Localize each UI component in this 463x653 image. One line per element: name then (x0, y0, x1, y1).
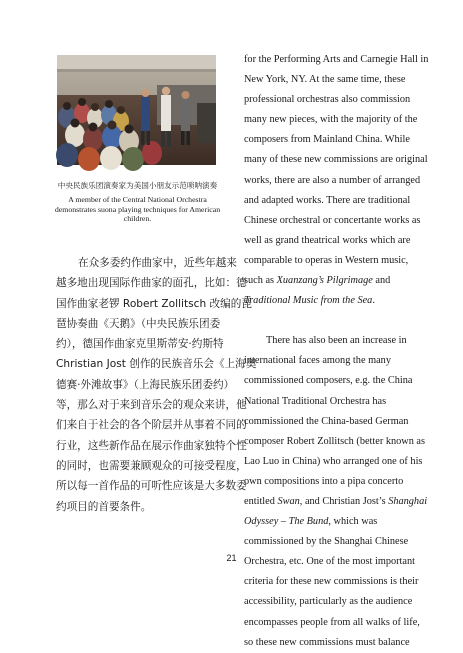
paragraph-line: international faces among the many (244, 355, 391, 367)
paragraph-line: Christian Jost 创作的民族音乐会《上海奥 (56, 358, 257, 371)
text-run: , and Christian Jost’s (299, 495, 389, 507)
text-run: and (372, 275, 391, 287)
text-run: , which was (328, 516, 378, 528)
photo-caption-chinese: 中央民族乐团演奏家为美国小朋友示范唢呐演奏 (57, 181, 218, 190)
paragraph-line: encompasses people from all walks of life, (244, 616, 420, 628)
paragraph-line: National Traditional Orchestra has (244, 395, 387, 407)
work-title: Odyssey – The Bund (244, 516, 329, 528)
paragraph-line: 所以每一首作品的可听性应该是大多数委 (56, 480, 247, 493)
paragraph-line: Chinese orchestral or concertante works as (244, 214, 421, 226)
paragraph-line: criteria for these new commissions is their (244, 576, 419, 588)
work-title: Xuanzang’s Pilgrimage (276, 275, 373, 287)
page-number: 21 (226, 553, 237, 563)
paragraph-line: professional orchestras also commission (244, 94, 411, 106)
concert-photo (57, 55, 216, 165)
paragraph-line: well as grand theatrical works which are (244, 234, 411, 246)
caption-line: demonstrates suona playing techniques for American (54, 204, 221, 214)
paragraph-line: 约项目的首要条件。 (56, 500, 152, 513)
paragraph-line: comparable to operas in Western music, (244, 254, 409, 266)
paragraph-line: many of these new commissions are original (244, 154, 428, 166)
work-title: Traditional Music from the Sea (244, 295, 373, 307)
paragraph-line: 们来自于社会的各个阶层并从事着不同的 (56, 419, 247, 432)
paragraph-line: 约），德国作曲家克里斯蒂安·约斯特 (56, 338, 224, 351)
paragraph-line: 在众多委约作曲家中，近些年越来 (78, 257, 237, 269)
text-run: entitled (244, 495, 278, 507)
paragraph-line: and adapted works. There are traditional (244, 194, 411, 206)
paragraph-line: commissioned composers, e.g. the China (244, 375, 413, 387)
photo-caption-english (50, 195, 225, 224)
paragraph-line: so these new commissions must balance (244, 636, 410, 648)
paragraph-line: Lao Luo in China) who arranged one of his (244, 455, 423, 467)
paragraph-line: Orchestra, etc. One of the most important (244, 556, 415, 568)
text-run: such as (244, 275, 277, 287)
paragraph-line (244, 512, 420, 532)
text-run: . (372, 295, 375, 307)
work-title: Shanghai (388, 495, 428, 507)
paragraph-line: New York, NY. At the same time, these (244, 74, 406, 86)
paragraph-line: works, there are also a number of arranged (244, 174, 421, 186)
paragraph-line (244, 271, 420, 291)
photo-image-icon (57, 55, 216, 165)
paragraph-line: many new pieces, with the majority of the (244, 114, 418, 126)
paragraph-line: commissioned the China-based German (244, 415, 409, 427)
paragraph-line (244, 492, 428, 512)
paragraph-line (244, 291, 420, 311)
paragraph-line: 国作曲家老锣 Robert Zollitsch 改编的琵 (56, 297, 252, 310)
caption-line: children. (123, 214, 152, 224)
paragraph-line: accessibility, particularly as the audience (244, 596, 413, 608)
paragraph-line: composer Robert Zollitsch (better known as (244, 435, 426, 447)
caption-line: A member of the Central National Orchestra (68, 195, 207, 204)
paragraph-gap (244, 311, 420, 331)
paragraph-line: There has also been an increase in (266, 335, 407, 347)
paragraph-line: 的同时，也需要兼顾观众的可接受程度， (56, 459, 247, 472)
paragraph-line: 行业，这些新作品在展示作曲家独特个性 (56, 439, 247, 452)
work-title: Swan (277, 495, 300, 507)
chinese-paragraph (56, 253, 257, 517)
paragraph-line: for the Performing Arts and Carnegie Hall in (244, 54, 429, 65)
paragraph-line: 等，那么对于来到音乐会的观众来讲，他 (56, 399, 247, 412)
paragraph-line: 琶协奏曲《天鹅》（中央民族乐团委 (56, 317, 221, 330)
paragraph-line: 德赛·外滩故事》（上海民族乐团委约） (56, 378, 235, 391)
paragraph-line: own compositions into a pipa concerto (244, 475, 404, 487)
paragraph-line: commissioned by the Shanghai Chinese (244, 536, 409, 548)
paragraph-line: 越多地出现国际作曲家的面孔，比如：德 (56, 277, 247, 290)
paragraph-line: composers from Mainland China. While (244, 134, 410, 146)
